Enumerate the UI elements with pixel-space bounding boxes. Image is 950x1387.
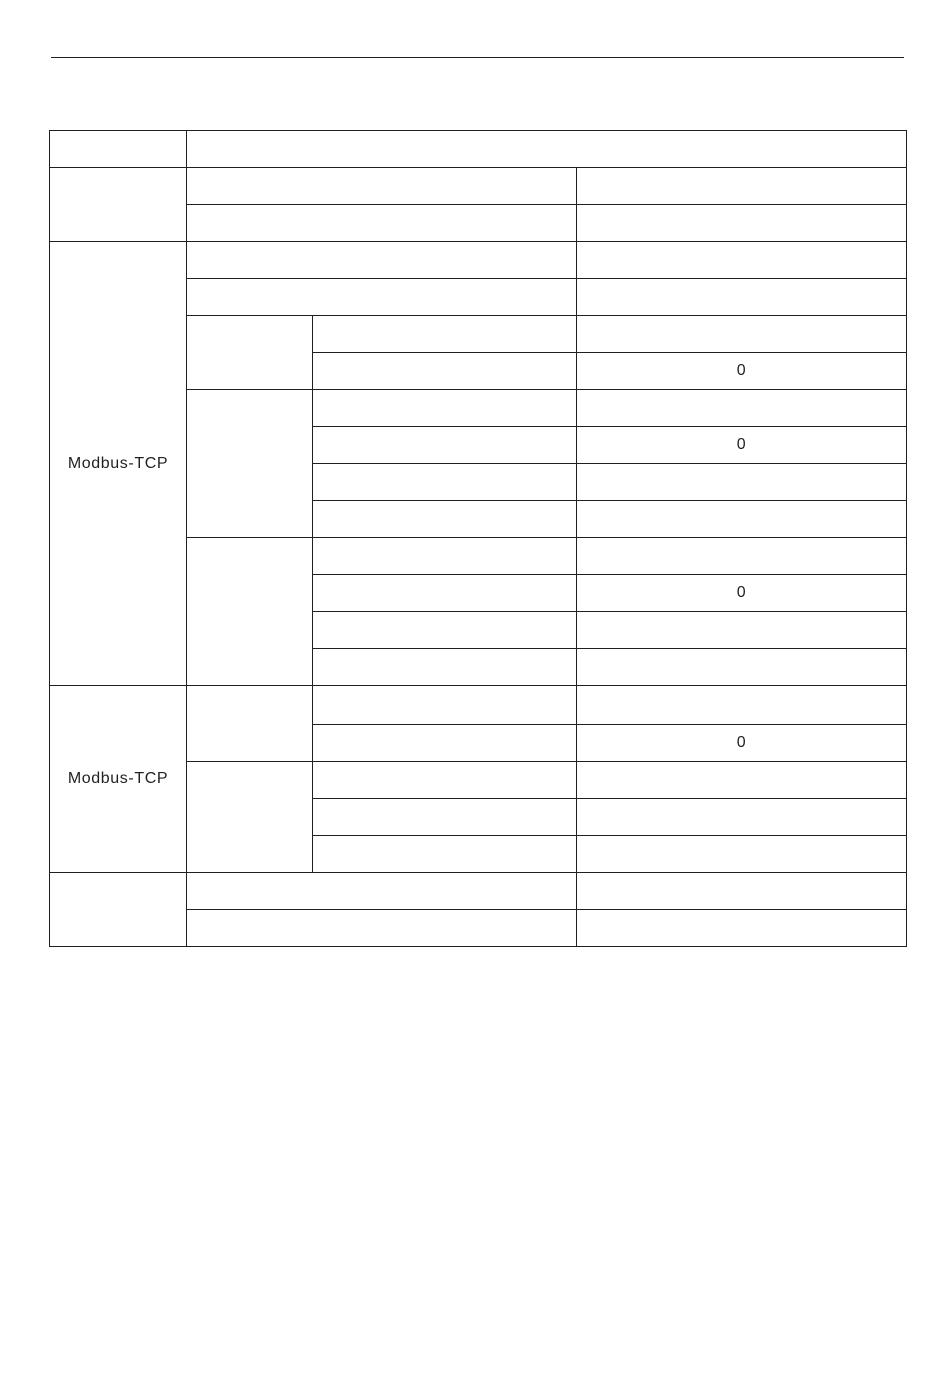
table-cell <box>313 762 577 799</box>
table-row <box>50 168 907 205</box>
group-label-cell <box>50 873 187 947</box>
table-cell <box>187 168 577 205</box>
group-label-cell: Modbus-TCP <box>50 242 187 686</box>
table-cell <box>313 501 577 538</box>
table-cell <box>577 612 907 649</box>
table-row <box>50 242 907 279</box>
table-cell <box>313 353 577 390</box>
table-cell <box>577 686 907 725</box>
table-cell <box>577 390 907 427</box>
table-cell <box>313 836 577 873</box>
table-cell <box>577 501 907 538</box>
subgroup-label-cell <box>187 686 313 762</box>
table-cell <box>577 279 907 316</box>
table-cell <box>577 836 907 873</box>
table-cell <box>313 649 577 686</box>
table-cell <box>577 649 907 686</box>
table-cell <box>577 799 907 836</box>
table-row <box>50 873 907 910</box>
table-row <box>50 686 907 725</box>
subgroup-label-cell <box>187 762 313 873</box>
table-cell <box>577 538 907 575</box>
value-cell: 0 <box>577 575 907 612</box>
table-cell <box>313 725 577 762</box>
value-cell: 0 <box>577 427 907 464</box>
table-cell <box>187 242 577 279</box>
table-cell <box>577 910 907 947</box>
table-cell <box>50 131 187 168</box>
group-label-cell <box>50 168 187 242</box>
table-cell <box>577 168 907 205</box>
table-cell <box>313 390 577 427</box>
table-cell <box>313 686 577 725</box>
table-cell <box>577 873 907 910</box>
table-cell <box>313 316 577 353</box>
table-cell <box>577 762 907 799</box>
table-cell <box>313 427 577 464</box>
table-cell <box>313 538 577 575</box>
table-cell <box>187 910 577 947</box>
table-cell <box>187 205 577 242</box>
table-cell <box>187 873 577 910</box>
subgroup-label-cell <box>187 390 313 538</box>
table-cell <box>577 242 907 279</box>
value-cell: 0 <box>577 725 907 762</box>
table-cell <box>313 464 577 501</box>
table-cell <box>187 131 907 168</box>
table-cell <box>313 799 577 836</box>
table-row <box>50 131 907 168</box>
group-label-cell: Modbus-TCP <box>50 686 187 873</box>
header-rule <box>51 57 904 58</box>
table-cell <box>313 575 577 612</box>
table-cell <box>577 205 907 242</box>
subgroup-label-cell <box>187 538 313 686</box>
subgroup-label-cell <box>187 316 313 390</box>
value-cell: 0 <box>577 353 907 390</box>
table-cell <box>313 612 577 649</box>
table-cell <box>577 316 907 353</box>
table-cell <box>577 464 907 501</box>
table-cell <box>187 279 577 316</box>
spec-table <box>49 130 907 947</box>
